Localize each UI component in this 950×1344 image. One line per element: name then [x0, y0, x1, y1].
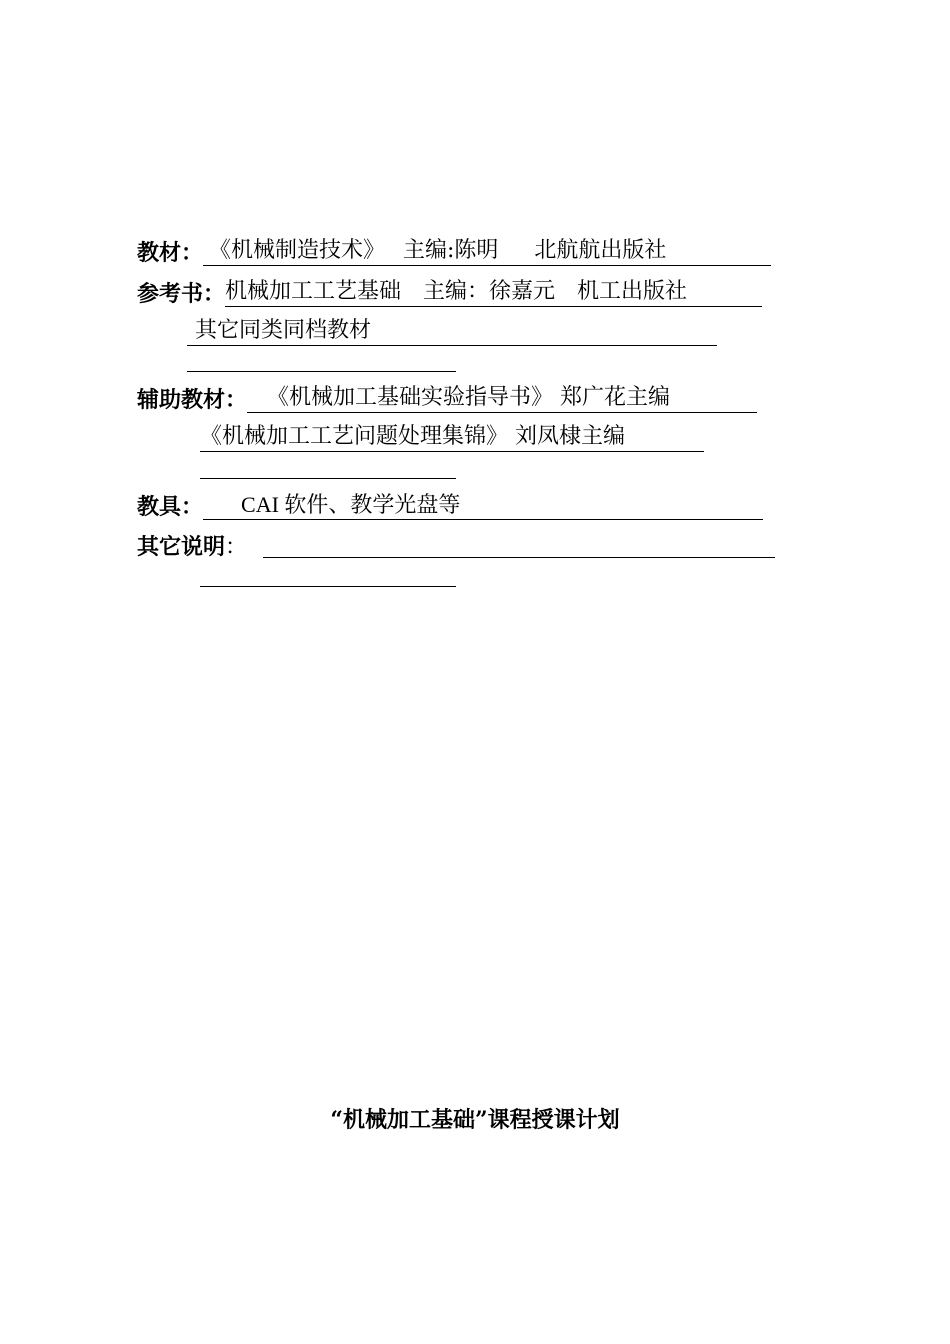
reference-value: 机械加工工艺基础 主编：徐嘉元 机工出版社 [225, 279, 688, 304]
textbook-row [137, 236, 771, 270]
auxiliary-field-2 [200, 424, 704, 452]
notes-blank-line [200, 586, 456, 587]
auxiliary-blank-line [200, 478, 456, 479]
textbook-label: 教材： [137, 240, 204, 266]
textbook-field [203, 238, 771, 266]
auxiliary-label: 辅助教材： [137, 387, 248, 413]
tools-value: CAI 软件、教学光盘等 [241, 492, 461, 517]
auxiliary-value-2: 《机械加工工艺问题处理集锦》 刘凤棣主编 [200, 424, 625, 449]
auxiliary-row [137, 383, 757, 417]
notes-row [137, 530, 247, 564]
reference-field-2 [187, 318, 717, 346]
tools-row [137, 490, 763, 524]
reference-value-2: 其它同类同档教材 [195, 318, 372, 343]
reference-label: 参考书： [137, 281, 226, 307]
notes-colon: ： [225, 535, 248, 560]
notes-field-line [263, 557, 775, 558]
plan-title: “机械加工基础”课程授课计划 [330, 1107, 620, 1133]
auxiliary-value: 《机械加工基础实验指导书》 郑广花主编 [267, 385, 671, 410]
tools-label: 教具： [137, 494, 204, 520]
textbook-value: 《机械制造技术》 主编:陈明 北航航出版社 [209, 238, 667, 263]
auxiliary-row-2 [200, 422, 704, 456]
reference-row-2 [187, 316, 717, 350]
auxiliary-field [247, 385, 757, 413]
tools-field [203, 492, 763, 520]
reference-row [137, 277, 762, 311]
reference-blank-line [187, 371, 456, 372]
reference-field [225, 279, 762, 307]
notes-label: 其它说明 [137, 534, 226, 560]
